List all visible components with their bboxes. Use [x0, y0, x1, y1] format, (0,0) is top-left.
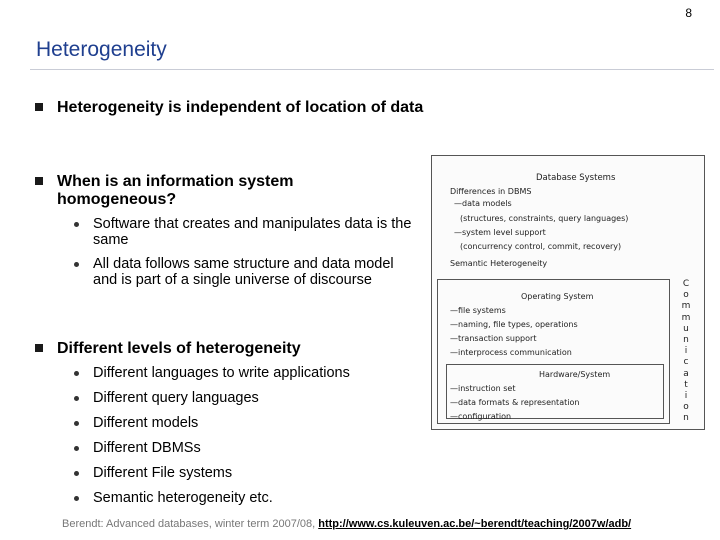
db-line: Differences in DBMS — [450, 187, 532, 196]
sub-bullet-file-systems: Different File systems — [93, 465, 233, 481]
sub-bullet-marker — [74, 222, 79, 227]
communication-letter: i — [684, 346, 688, 357]
communication-letter: o — [683, 290, 689, 301]
communication-letter: C — [682, 279, 690, 289]
hw-title: Hardware/System — [539, 370, 611, 379]
os-line: —interprocess communication — [450, 348, 572, 357]
sub-bullet-same-software: Software that creates and manipulates data is the same — [93, 216, 412, 248]
sub-bullet-dbmss: Different DBMSs — [93, 440, 201, 456]
communication-letter: o — [683, 402, 689, 413]
slide-title: Heterogeneity — [36, 38, 167, 61]
communication-letter: u — [683, 323, 689, 334]
sub-bullet-marker — [74, 421, 79, 426]
communication-letter: t — [684, 379, 688, 390]
communication-column — [675, 279, 697, 425]
sub-bullet-marker — [74, 396, 79, 401]
sub-bullet-models: Different models — [93, 415, 199, 431]
bullet-marker — [35, 177, 43, 185]
os-title: Operating System — [521, 292, 594, 301]
sub-bullet-marker — [74, 371, 79, 376]
os-line: —naming, file types, operations — [450, 320, 578, 329]
course-link[interactable]: http://www.cs.kuleuven.ac.be/~berendt/teaching/2007w/adb/ — [318, 518, 632, 530]
bullet-marker — [35, 103, 43, 111]
db-line: Semantic Heterogeneity — [450, 259, 548, 268]
communication-letter: n — [683, 413, 689, 424]
db-line: —data models — [454, 199, 512, 208]
bullet-heterogeneity-location: Heterogeneity is independent of location of data — [57, 99, 424, 116]
communication-letter: m — [681, 312, 691, 323]
hw-line: —instruction set — [450, 384, 516, 393]
sub-bullet-marker — [74, 496, 79, 501]
communication-letter: a — [683, 368, 689, 379]
sub-bullet-query-languages: Different query languages — [93, 390, 259, 406]
sub-bullet-marker — [74, 446, 79, 451]
sub-bullet-marker — [74, 262, 79, 267]
heterogeneity-levels-diagram — [431, 155, 705, 430]
communication-letter: m — [681, 301, 691, 312]
os-line: —file systems — [450, 306, 506, 315]
sub-bullet-marker — [74, 471, 79, 476]
sub-bullet-same-structure: All data follows same structure and data model and is part of a single universe of discourse — [93, 256, 394, 288]
footer-text: Berendt: Advanced databases, winter term 2007/08, — [62, 518, 316, 530]
bullet-homogeneous-question: When is an information system homogeneous? — [57, 173, 294, 208]
hw-line: —data formats & representation — [450, 398, 580, 407]
hw-line: —configuration — [450, 412, 512, 421]
bullet-marker — [35, 344, 43, 352]
db-title: Database Systems — [536, 173, 616, 183]
communication-letter: n — [683, 335, 689, 346]
footer — [62, 518, 631, 530]
sub-bullet-semantic: Semantic heterogeneity etc. — [93, 490, 273, 506]
page-number: 8 — [685, 6, 692, 20]
os-line: —transaction support — [450, 334, 537, 343]
db-line: —system level support — [454, 228, 546, 237]
bullet-levels-heterogeneity: Different levels of heterogeneity — [57, 340, 301, 357]
title-rule — [30, 69, 714, 70]
db-line: (structures, constraints, query languages) — [460, 214, 629, 223]
communication-letter: i — [684, 391, 688, 402]
communication-letter: c — [683, 357, 689, 368]
db-line: (concurrency control, commit, recovery) — [460, 242, 622, 251]
sub-bullet-languages: Different languages to write applications — [93, 365, 350, 381]
